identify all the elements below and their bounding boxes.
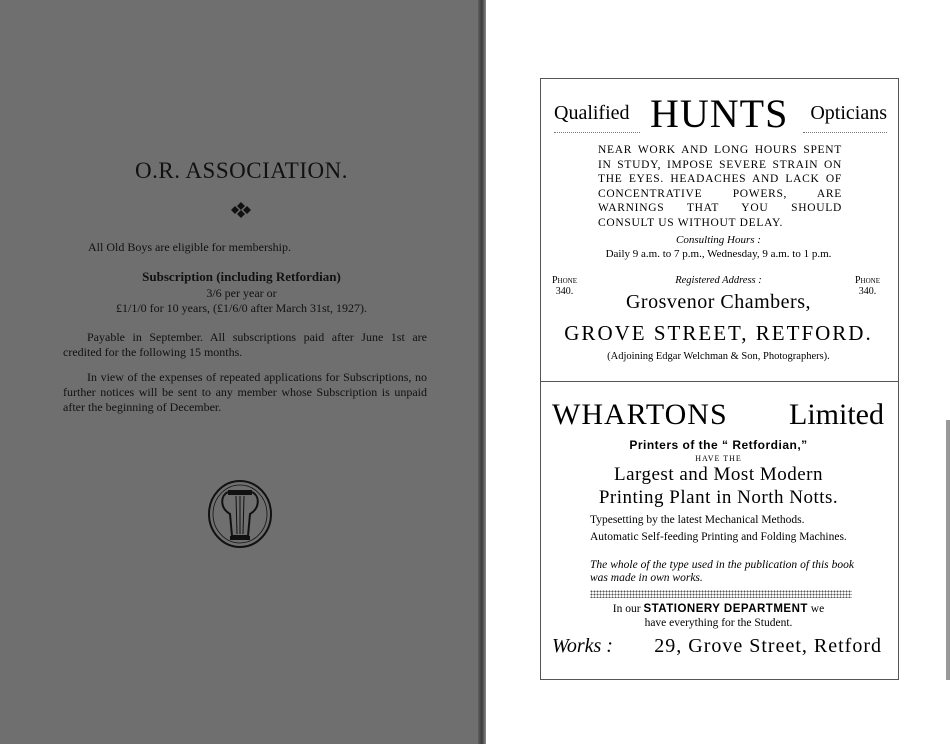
page-edge-shadow — [946, 420, 950, 680]
whartons-header — [552, 398, 892, 438]
stationery-line-2: have everything for the Student. — [644, 617, 793, 629]
opticians-word: Opticians — [810, 102, 887, 124]
diamond-ornament-icon — [230, 201, 252, 219]
printers-line: Printers of the “ Retfordian,” — [629, 438, 808, 452]
stationery-suffix: we — [810, 603, 825, 615]
have-the-line: HAVE THE — [695, 454, 742, 463]
whartons-name: WHARTONS — [552, 398, 728, 431]
advertisement-divider — [540, 381, 899, 382]
subscription-rate-annual: 3/6 per year or — [206, 286, 277, 300]
printing-plant-line: Printing Plant in North Notts. — [598, 487, 839, 508]
dotted-separator — [590, 590, 852, 598]
hunts-body-text: NEAR WORK AND LONG HOURS SPENT IN STUDY, IMPOSE SEVERE STRAIN ON THE EYES. HEADACHES AND LACK OF CONCENTRATIVE POWERS, ARE WARNINGS THAT YOU SHOULD CONSULT US WITHOUT DELAY. — [598, 144, 842, 229]
phone-label: Phone — [855, 275, 881, 286]
subscription-title: Subscription (including Retfordian) — [142, 269, 341, 284]
phone-number: 340. — [555, 286, 574, 297]
stationery-line — [540, 603, 897, 615]
hunts-name: HUNTS — [650, 91, 789, 136]
dotted-rule-right — [803, 132, 887, 133]
subscription-rate-ten-year: £1/1/0 for 10 years, (£1/6/0 after March 31st, 1927). — [116, 301, 367, 315]
address-line-2: GROVE STREET, RETFORD. — [564, 321, 873, 345]
association-title: O.R. ASSOCIATION. — [135, 158, 348, 183]
notice-paragraph: In view of the expenses of repeated applications for Subscriptions, no further notices will be sent to any member whose Subscription is unpaid after the beginning of December. — [63, 370, 427, 414]
works-address: 29, Grove Street, Retford — [654, 635, 882, 657]
largest-line: Largest and Most Modern — [613, 464, 824, 485]
book-gutter — [478, 0, 486, 744]
limited-word: Limited — [789, 398, 884, 431]
automatic-line: Automatic Self-feeding Printing and Folding Machines. — [590, 531, 847, 543]
hunts-header — [540, 91, 897, 136]
address-line-1: Grosvenor Chambers, — [625, 291, 812, 313]
eligibility-text: All Old Boys are eligible for membership. — [88, 240, 291, 254]
works-label: Works : — [552, 635, 613, 657]
registered-address-label: Registered Address : — [675, 275, 762, 286]
stationery-prefix: In our — [612, 603, 641, 615]
phone-label: Phone — [552, 275, 578, 286]
adjoining-note: (Adjoining Edgar Welchman & Son, Photographers). — [607, 351, 830, 362]
phone-number: 340. — [858, 286, 877, 297]
consulting-hours: Daily 9 a.m. to 7 p.m., Wednesday, 9 a.m. to 1 p.m. — [605, 248, 832, 260]
stationery-department: STATIONERY DEPARTMENT — [643, 603, 808, 615]
works-line — [552, 635, 882, 658]
lyre-emblem-icon — [206, 474, 274, 550]
payable-paragraph: Payable in September. All subscriptions paid after June 1st are credited for the following 15 months. — [63, 330, 427, 359]
qualified-word: Qualified — [554, 102, 630, 124]
consulting-hours-label: Consulting Hours : — [676, 234, 761, 246]
typesetting-line: Typesetting by the latest Mechanical Methods. — [590, 514, 805, 526]
dotted-rule-left — [554, 132, 640, 133]
whole-type-line: The whole of the type used in the publication of this book was made in own works. — [590, 559, 854, 584]
